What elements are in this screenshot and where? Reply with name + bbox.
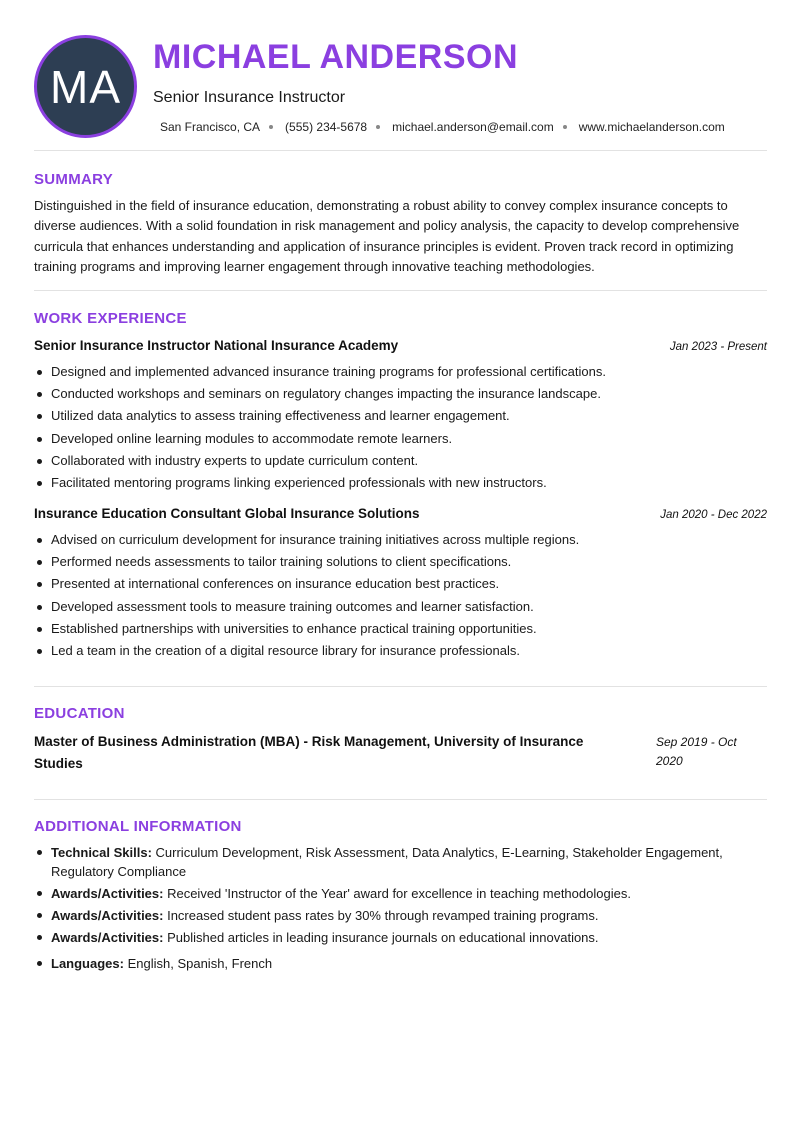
list-item xyxy=(34,954,767,973)
info-label: Awards/Activities: xyxy=(51,908,164,923)
experience-heading: WORK EXPERIENCE xyxy=(34,310,187,327)
info-label: Technical Skills: xyxy=(51,845,152,860)
list-item: Facilitated mentoring programs linking experienced professionals with new instructors. xyxy=(34,472,767,494)
info-text: Curriculum Development, Risk Assessment, Data Analytics, E-Learning, Stakeholder Engagement, Regulatory Compliance xyxy=(51,845,723,879)
divider xyxy=(34,290,767,291)
info-label: Languages: xyxy=(51,956,124,971)
job-header xyxy=(34,338,767,353)
list-item xyxy=(34,843,767,881)
education-heading: EDUCATION xyxy=(34,705,125,722)
list-item: Advised on curriculum development for insurance training initiatives across multiple regions. xyxy=(34,529,767,551)
contact-phone: (555) 234-5678 xyxy=(285,120,368,134)
additional-list xyxy=(34,843,767,976)
separator-dot xyxy=(269,125,273,129)
info-text: English, Spanish, French xyxy=(123,956,273,971)
info-label: Awards/Activities: xyxy=(51,930,164,945)
divider xyxy=(34,686,767,687)
list-item: Collaborated with industry experts to update curriculum content. xyxy=(34,450,767,472)
separator-dot xyxy=(376,125,380,129)
list-item xyxy=(34,906,767,925)
job-bullets xyxy=(34,361,767,494)
list-item: Presented at international conferences on insurance education best practices. xyxy=(34,573,767,595)
list-item: Designed and implemented advanced insurance training programs for professional certifications. xyxy=(34,361,767,383)
job-header xyxy=(34,506,767,521)
divider xyxy=(34,799,767,800)
candidate-title: Senior Insurance Instructor xyxy=(153,89,346,106)
job-bullets xyxy=(34,529,767,662)
contact-email: michael.anderson@email.com xyxy=(392,120,554,134)
avatar xyxy=(34,35,137,138)
contact-website: www.michaelanderson.com xyxy=(578,120,725,134)
education-degree: Master of Business Administration (MBA) - Risk Management, University of Insurance Studies xyxy=(34,734,584,771)
summary-text: Distinguished in the field of insurance education, demonstrating a robust ability to convey complex insurance concepts to diverse audiences. With a solid foundation in risk management and policy analysis, the capacity to develop comprehensive curricula that enhances understanding and application of insurance principles is evident. Proven track record in optimizing training programs and improving learner engagement through innovative teaching methodologies. xyxy=(34,198,740,274)
avatar-initials: MA xyxy=(50,60,121,113)
list-item xyxy=(34,928,767,947)
separator-dot xyxy=(563,125,567,129)
list-item: Established partnerships with universities to enhance practical training opportunities. xyxy=(34,618,767,640)
job-role: Insurance Education Consultant Global Insurance Solutions xyxy=(34,506,420,521)
additional-heading: ADDITIONAL INFORMATION xyxy=(34,818,242,835)
divider xyxy=(34,150,767,151)
info-text: Published articles in leading insurance journals on educational innovations. xyxy=(163,930,599,945)
list-item: Developed assessment tools to measure training outcomes and learner satisfaction. xyxy=(34,596,767,618)
list-item: Developed online learning modules to accommodate remote learners. xyxy=(34,428,767,450)
list-item xyxy=(34,884,767,903)
contact-location: San Francisco, CA xyxy=(160,120,261,134)
summary-heading: SUMMARY xyxy=(34,171,114,188)
job-date: Jan 2020 - Dec 2022 xyxy=(660,509,767,521)
list-item: Utilized data analytics to assess training effectiveness and learner engagement. xyxy=(34,405,767,427)
info-text: Received 'Instructor of the Year' award for excellence in teaching methodologies. xyxy=(163,886,631,901)
list-item: Led a team in the creation of a digital resource library for insurance professionals. xyxy=(34,640,767,662)
contact-line xyxy=(160,120,725,134)
info-label: Awards/Activities: xyxy=(51,886,164,901)
list-item: Conducted workshops and seminars on regulatory changes impacting the insurance landscape. xyxy=(34,383,767,405)
candidate-name: MICHAEL ANDERSON xyxy=(153,38,519,76)
job-date: Jan 2023 - Present xyxy=(669,341,767,353)
list-item: Performed needs assessments to tailor training solutions to client specifications. xyxy=(34,551,767,573)
job-role: Senior Insurance Instructor National Insurance Academy xyxy=(34,338,399,353)
info-text: Increased student pass rates by 30% through revamped training programs. xyxy=(163,908,599,923)
education-date: Sep 2019 - Oct 2020 xyxy=(656,735,737,768)
